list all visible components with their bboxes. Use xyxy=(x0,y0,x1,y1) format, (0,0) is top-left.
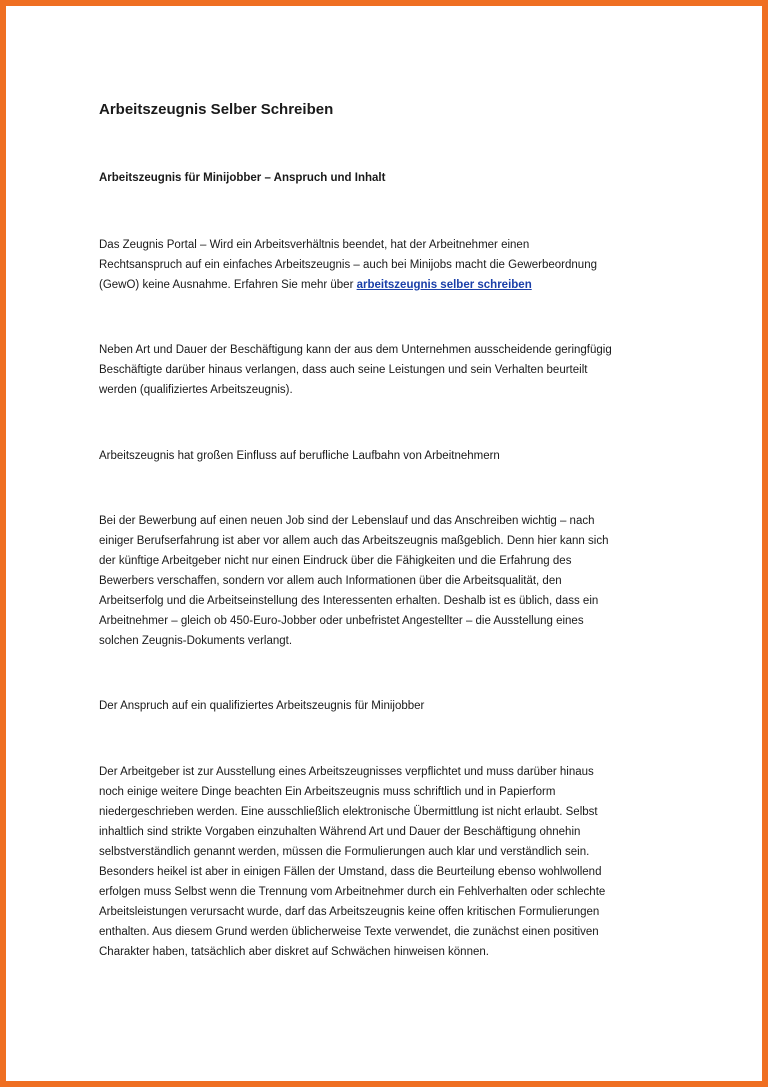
paragraph-2 xyxy=(99,340,689,400)
paragraph-2-line-1: Neben Art und Dauer der Beschäftigung kann der aus dem Unternehmen ausscheidende geringfügig xyxy=(99,344,612,356)
section-heading-anspruch xyxy=(99,696,689,716)
paragraph-4-line-10: Charakter haben, tatsächlich aber diskret auf Schwächen hinweisen können. xyxy=(99,946,489,958)
paragraph-3-line-6: Arbeitnehmer – gleich ob 450-Euro-Jobber oder unbefristet Angestellter – die Ausstellung eines xyxy=(99,615,584,627)
paragraph-4-line-1: Der Arbeitgeber ist zur Ausstellung eines Arbeitszeugnisses verpflichtet und muss darüber hinaus xyxy=(99,766,594,778)
document-title: Arbeitszeugnis Selber Schreiben xyxy=(99,101,334,118)
paragraph-2-line-2: Beschäftigte darüber hinaus verlangen, dass auch seine Leistungen und sein Verhalten beurteilt xyxy=(99,364,588,376)
paragraph-3-line-5: Arbeitserfolg und die Arbeitseinstellung des Interessenten erhalten. Deshalb ist es üblich, dass ein xyxy=(99,595,599,607)
paragraph-3-line-7: solchen Zeugnis-Dokuments verlangt. xyxy=(99,635,293,647)
paragraph-3 xyxy=(99,511,689,651)
document-page xyxy=(99,99,689,958)
paragraph-3-line-1: Bei der Bewerbung auf einen neuen Job sind der Lebenslauf und das Anschreiben wichtig – nach xyxy=(99,515,595,527)
paragraph-3-line-2: einiger Berufserfahrung ist aber vor allem auch das Arbeitszeugnis maßgeblich. Denn hier kann sich xyxy=(99,535,609,547)
section-heading-einfluss-text: Arbeitszeugnis hat großen Einfluss auf berufliche Laufbahn von Arbeitnehmern xyxy=(99,450,500,462)
arbeitszeugnis-link[interactable]: arbeitszeugnis selber schreiben xyxy=(356,279,532,291)
intro-paragraph xyxy=(99,235,689,295)
paragraph-4-line-9: enthalten. Aus diesem Grund werden üblicherweise Texte verwendet, die zunächst einen positiven xyxy=(99,926,599,938)
paragraph-4-line-3: niedergeschrieben werden. Eine ausschließlich elektronische Übermittlung ist nicht erlaubt. Selbst xyxy=(99,806,598,818)
paragraph-3-line-3: der künftige Arbeitgeber nicht nur einen Eindruck über die Fähigkeiten und die Erfahrung des xyxy=(99,555,572,567)
section-heading-einfluss xyxy=(99,446,689,466)
intro-line-1: Das Zeugnis Portal – Wird ein Arbeitsverhältnis beendet, hat der Arbeitnehmer einen xyxy=(99,239,530,251)
paragraph-4-line-2: noch einige weitere Dinge beachten Ein Arbeitszeugnis muss schriftlich und in Papierform xyxy=(99,786,556,798)
paragraph-2-line-3: werden (qualifiziertes Arbeitszeugnis). xyxy=(99,384,293,396)
paragraph-3-line-4: Bewerbers verschaffen, sondern vor allem auch Informationen über die Arbeitsqualität, den xyxy=(99,575,562,587)
paragraph-4-line-7: erfolgen muss Selbst wenn die Trennung vom Arbeitnehmer durch ein Fehlverhalten oder schlechte xyxy=(99,886,606,898)
paragraph-4-line-5: selbstverständlich genannt werden, müssen die Formulierungen auch klar und verständlich sein. xyxy=(99,846,590,858)
document-subtitle: Arbeitszeugnis für Minijobber – Anspruch und Inhalt xyxy=(99,172,386,184)
paragraph-4 xyxy=(99,762,689,962)
intro-line-2: Rechtsanspruch auf ein einfaches Arbeitszeugnis – auch bei Minijobs macht die Gewerbeordnung xyxy=(99,259,597,271)
paragraph-4-line-4: inhaltlich sind strikte Vorgaben einzuhalten Während Art und Dauer der Beschäftigung ohnehin xyxy=(99,826,581,838)
paragraph-4-line-8: Arbeitsleistungen verursacht wurde, darf das Arbeitszeugnis keine offen kritischen Formulierungen xyxy=(99,906,600,918)
intro-line-3 xyxy=(99,275,689,295)
intro-line-3-text: (GewO) keine Ausnahme. Erfahren Sie mehr über xyxy=(99,279,357,291)
paragraph-4-line-6: Besonders heikel ist aber in einigen Fällen der Umstand, dass die Beurteilung ebenso wohlwollend xyxy=(99,866,602,878)
section-heading-anspruch-text: Der Anspruch auf ein qualifiziertes Arbeitszeugnis für Minijobber xyxy=(99,700,425,712)
